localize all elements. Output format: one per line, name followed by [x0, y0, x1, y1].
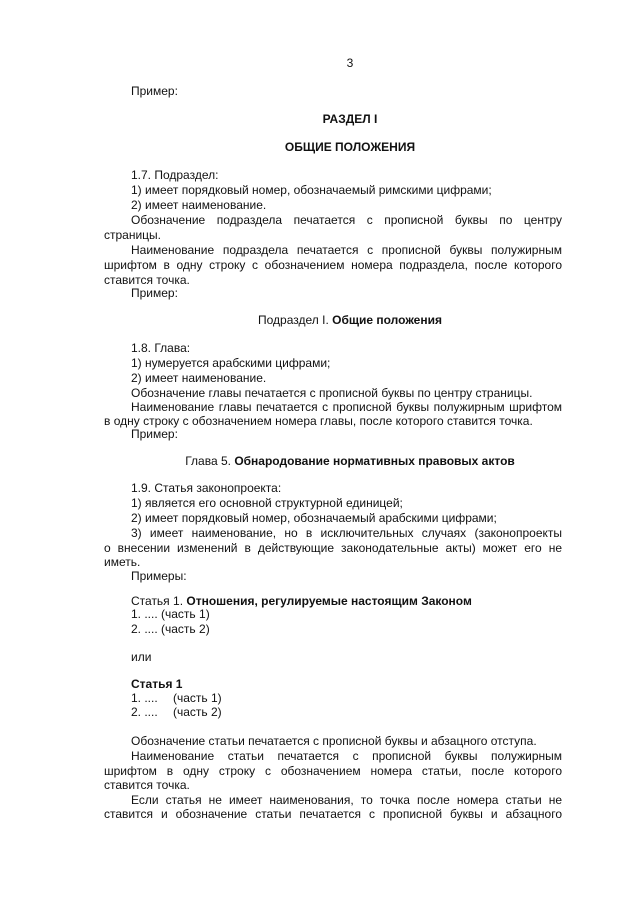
p19-item3-line1: 3) имеет наименование, но в исключительных случаях (законопроекты [131, 526, 562, 540]
article-example-2-title: Статья 1 [131, 677, 183, 691]
p17-para2-line1: Наименование подраздела печатается с прописной буквы полужирным [131, 243, 562, 257]
subsection-title: Общие положения [332, 313, 442, 327]
p18-head: 1.8. Глава: [131, 341, 191, 355]
article-prefix: Статья 1. [131, 594, 184, 608]
page-number: 3 [346, 56, 354, 70]
p18-para2-line1: Наименование главы печатается с прописной буквы полужирным шрифтом [131, 400, 562, 414]
chapter-example [150, 454, 550, 469]
final-para2-line3: ставится точка. [104, 778, 190, 792]
article-example-2-l2-num: 2. .... [131, 705, 158, 719]
or-word: или [131, 650, 152, 664]
p17-item1: 1) имеет порядковый номер, обозначаемый римскими цифрами; [131, 183, 492, 197]
p19-item3-line3: иметь. [104, 555, 141, 569]
p17-para1-line2: страницы. [104, 228, 162, 242]
article-title: Отношения, регулируемые настоящим Законом [186, 594, 472, 608]
chapter-title: Обнародование нормативных правовых актов [234, 454, 515, 468]
p18-item2: 2) имеет наименование. [131, 371, 267, 385]
subsection-prefix: Подраздел I. [258, 313, 329, 327]
p18-para2-line2: в одну строку с обозначением номера главы, после которого ставится точка. [104, 414, 533, 428]
p19-examples: Примеры: [131, 569, 187, 583]
article-example-2-l1-text: (часть 1) [173, 691, 222, 705]
section-heading: РАЗДЕЛ I [322, 112, 378, 126]
section-title: ОБЩИЕ ПОЛОЖЕНИЯ [284, 140, 416, 154]
article-example-2-l1-num: 1. .... [131, 691, 158, 705]
p19-item1: 1) является его основной структурной единицей; [131, 496, 403, 510]
final-para3-line1: Если статья не имеет наименования, то точка после номера статьи не [131, 793, 562, 807]
p17-para2-line3: ставится точка. [104, 273, 190, 287]
p17-example: Пример: [131, 286, 178, 300]
final-para1: Обозначение статьи печатается с прописной буквы и абзацного отступа. [131, 734, 537, 748]
p18-para1: Обозначение главы печатается с прописной буквы по центру страницы. [131, 386, 533, 400]
article-example-1-line1: 1. .... (часть 1) [131, 607, 210, 621]
article-example-2-l2-text: (часть 2) [173, 705, 222, 719]
p17-item2: 2) имеет наименование. [131, 198, 267, 212]
p17-para1-line1: Обозначение подраздела печатается с прописной буквы по центру [131, 213, 562, 227]
example-label: Пример: [131, 84, 178, 98]
article-example-1-line2: 2. .... (часть 2) [131, 622, 210, 636]
article-example-2-line2 [131, 705, 562, 720]
p18-example: Пример: [131, 427, 178, 441]
p17-para2-line2: шрифтом в одну строку с обозначением номера подраздела, после которого [104, 258, 562, 272]
p19-item2: 2) имеет порядковый номер, обозначаемый арабскими цифрами; [131, 511, 497, 525]
subsection-example [150, 313, 550, 328]
p18-item1: 1) нумеруется арабскими цифрами; [131, 356, 331, 370]
p17-head: 1.7. Подраздел: [131, 168, 219, 182]
chapter-prefix: Глава 5. [185, 454, 231, 468]
final-para3-line2: ставится и обозначение статьи печатается с прописной буквы и абзацного [104, 807, 562, 821]
final-para2-line2: шрифтом в одну строку с обозначением номера статьи, после которого [104, 764, 562, 778]
p19-head: 1.9. Статья законопроекта: [131, 481, 282, 495]
article-example-2-line1 [131, 691, 562, 706]
final-para2-line1: Наименование статьи печатается с прописной буквы полужирным [131, 749, 562, 763]
p19-item3-line2: о внесении изменений в действующие законодательные акты) может его не [104, 541, 562, 555]
